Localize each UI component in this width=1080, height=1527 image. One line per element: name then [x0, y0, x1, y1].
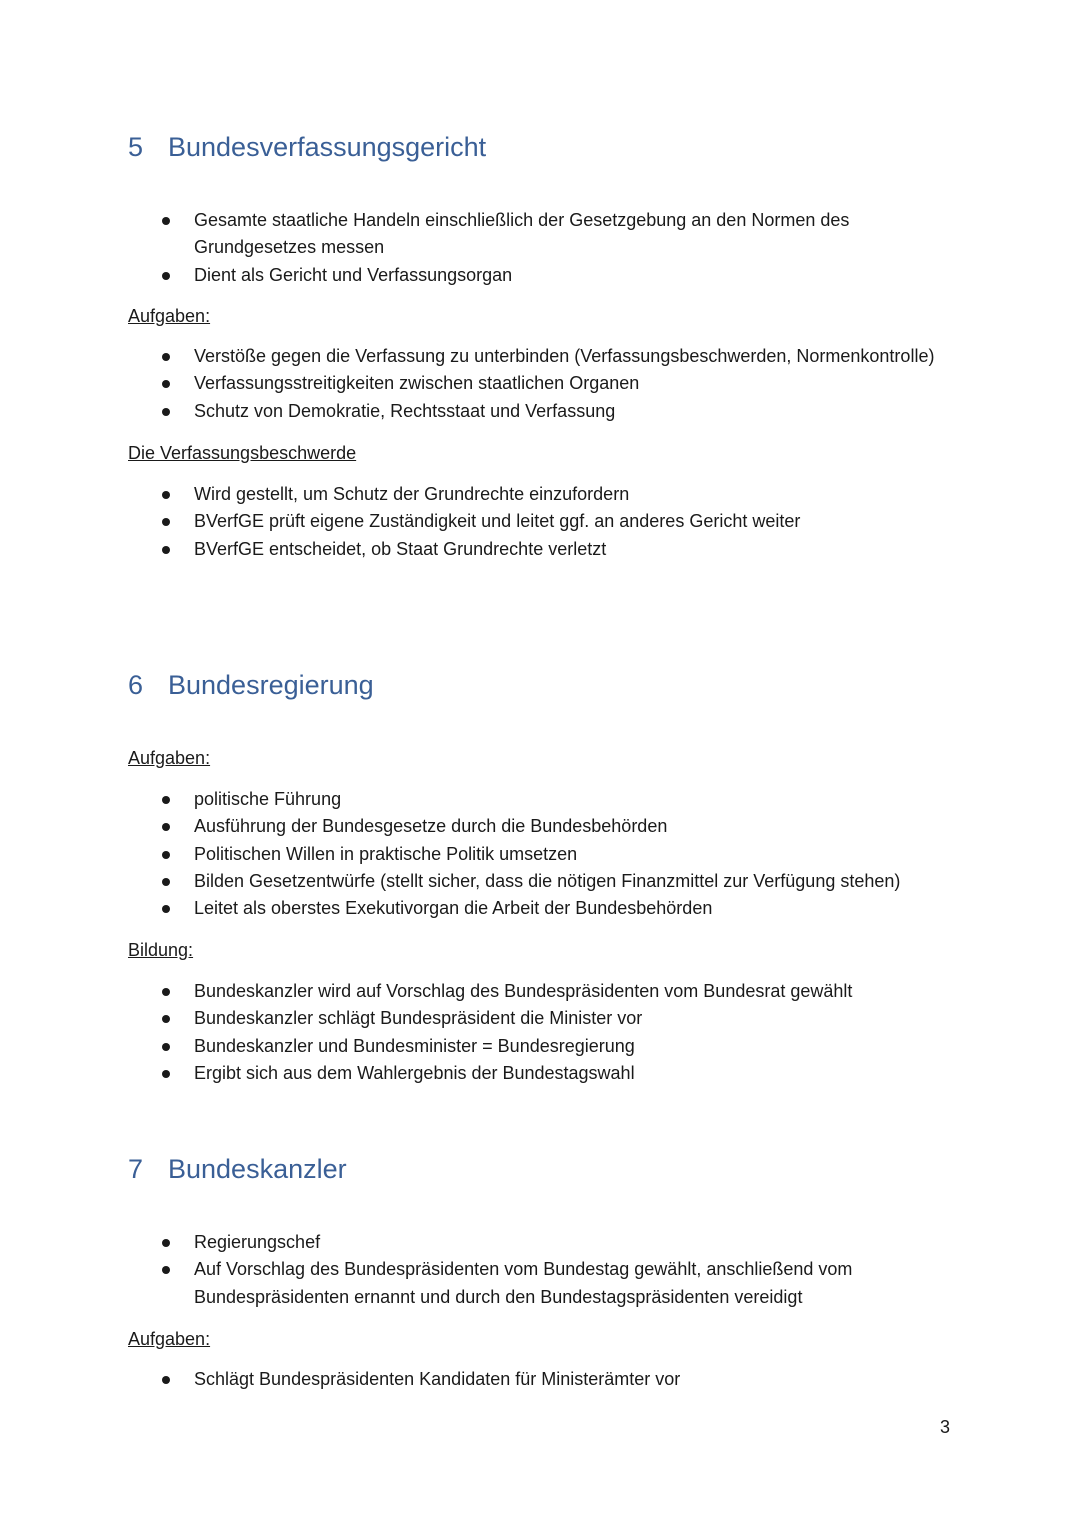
section-5-tasks-label: Aufgaben:: [128, 306, 211, 326]
list-item-text: politische Führung: [194, 789, 342, 809]
bullet-icon: [162, 878, 170, 886]
list-item-text: Bundeskanzler schlägt Bundespräsident die Minister vor: [194, 1008, 643, 1029]
section-6-formation-label: Bildung:: [128, 940, 194, 960]
list-item-text: Regierungschef: [194, 1232, 321, 1252]
bullet-icon: [162, 823, 170, 831]
list-item: [0, 786, 954, 813]
section-5-tasks-list: [0, 343, 954, 425]
list-item: [0, 262, 954, 289]
bullet-icon: [162, 353, 170, 361]
list-item-text: Leitet als oberstes Exekutivorgan die Arbeit der Bundesbehörden: [194, 898, 713, 919]
list-item-text: Schutz von Demokratie, Rechtsstaat und Verfassung: [194, 400, 616, 421]
section-5-heading: [128, 130, 486, 164]
section-7-tasks-list: [0, 1366, 954, 1393]
bullet-icon: [162, 1266, 170, 1274]
list-item: [0, 1229, 954, 1256]
list-item: [0, 868, 954, 895]
section-6-heading: [128, 668, 374, 702]
list-item-text: BVerfGE prüft eigene Zuständigkeit und leitet ggf. an anderes Gericht weiter: [194, 511, 801, 532]
page-number: 3: [940, 1417, 951, 1437]
section-6-tasks-label: Aufgaben:: [128, 748, 211, 768]
list-item: [0, 398, 954, 425]
list-item: [0, 1033, 954, 1060]
bullet-icon: [162, 217, 170, 225]
bullet-icon: [162, 851, 170, 859]
bullet-icon: [162, 272, 170, 280]
list-item: [0, 1366, 954, 1393]
section-5-intro-list: [0, 207, 954, 289]
list-item: [0, 841, 954, 868]
bullet-icon: [162, 380, 170, 388]
list-item-text: Bundeskanzler und Bundesminister = Bundesregierung: [194, 1035, 635, 1056]
list-item-text: BVerfGE entscheidet, ob Staat Grundrechte verletzt: [194, 538, 607, 559]
section-number: 6: [128, 670, 144, 700]
list-item-text: Bilden Gesetzentwürfe (stellt sicher, dass die nötigen Finanzmittel zur Verfügung stehen): [194, 870, 901, 891]
list-item-text: Ergibt sich aus dem Wahlergebnis der Bundestagswahl: [194, 1062, 635, 1083]
list-item: [0, 508, 954, 535]
section-6-formation-list: [0, 978, 954, 1087]
list-item-text: Bundeskanzler wird auf Vorschlag des Bundespräsidenten vom Bundesrat gewählt: [194, 981, 853, 1001]
section-6-tasks-list: [0, 786, 954, 922]
bullet-icon: [162, 1070, 170, 1078]
bullet-icon: [162, 491, 170, 499]
section-5-complaint-label: Die Verfassungsbeschwerde: [128, 443, 357, 463]
list-item-text: Ausführung der Bundesgesetze durch die Bundesbehörden: [194, 816, 668, 837]
list-item-text: Auf Vorschlag des Bundespräsidenten vom Bundestag gewählt, anschließend vom Bundespräsidenten ernannt und durch den Bundestagspräsidenten vereidigt: [194, 1259, 853, 1307]
list-item-text: Gesamte staatliche Handeln einschließlich der Gesetzgebung an den Normen des Grundgesetzes messen: [194, 210, 850, 258]
bullet-icon: [162, 518, 170, 526]
list-item-text: Verstöße gegen die Verfassung zu unterbinden (Verfassungsbeschwerden, Normenkontrolle): [194, 346, 935, 366]
bullet-icon: [162, 1043, 170, 1051]
list-item-text: Wird gestellt, um Schutz der Grundrechte einzufordern: [194, 484, 630, 504]
bullet-icon: [162, 1239, 170, 1247]
bullet-icon: [162, 905, 170, 913]
list-item-text: Politischen Willen in praktische Politik umsetzen: [194, 843, 578, 864]
section-7-tasks-label: Aufgaben:: [128, 1329, 211, 1349]
list-item: [0, 343, 954, 370]
list-item: [0, 370, 954, 397]
list-item-text: Verfassungsstreitigkeiten zwischen staatlichen Organen: [194, 373, 640, 394]
section-7-intro-list: [0, 1229, 954, 1311]
list-item-text: Schlägt Bundespräsidenten Kandidaten für Ministerämter vor: [194, 1369, 681, 1389]
section-title: Bundesverfassungsgericht: [168, 132, 487, 162]
list-item: [0, 1060, 954, 1087]
bullet-icon: [162, 408, 170, 416]
list-item: [0, 1005, 954, 1032]
section-7-heading: [128, 1152, 347, 1186]
list-item: [0, 978, 954, 1005]
list-item: [0, 895, 954, 922]
section-number: 7: [128, 1154, 144, 1184]
section-number: 5: [128, 132, 144, 162]
bullet-icon: [162, 796, 170, 804]
bullet-icon: [162, 988, 170, 996]
list-item: [0, 1256, 874, 1311]
section-5-complaint-list: [0, 481, 954, 563]
list-item-text: Dient als Gericht und Verfassungsorgan: [194, 264, 513, 285]
list-item: [0, 536, 954, 563]
bullet-icon: [162, 1376, 170, 1384]
list-item: [0, 481, 954, 508]
section-title: Bundesregierung: [168, 670, 374, 700]
list-item: [0, 207, 954, 262]
list-item: [0, 813, 954, 840]
section-title: Bundeskanzler: [168, 1154, 347, 1184]
bullet-icon: [162, 546, 170, 554]
bullet-icon: [162, 1015, 170, 1023]
